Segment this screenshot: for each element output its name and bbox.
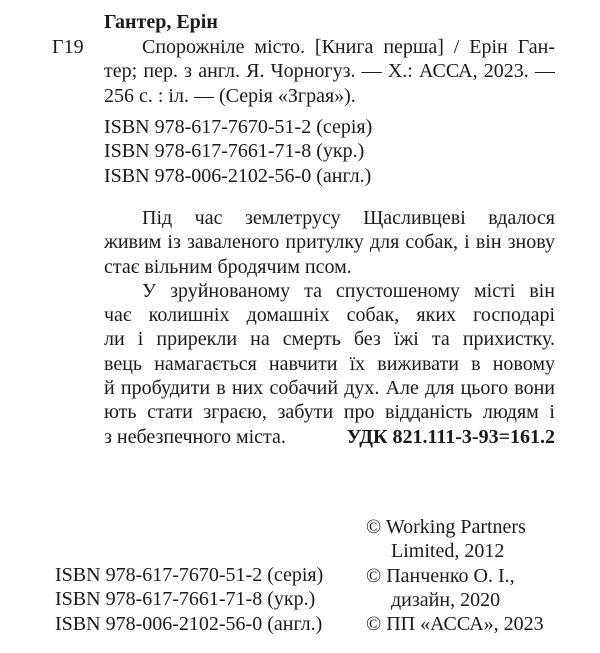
isbn-line: ISBN 978-617-7661-71-8 (укр.) (55, 588, 316, 611)
isbn-line: ISBN 978-006-2102-56-0 (англ.) (104, 164, 372, 187)
bib-line: Спорожніле місто. [Книга перша] / Ерін Ган- (142, 36, 555, 58)
isbn-line: ISBN 978-006-2102-56-0 (англ.) (55, 612, 323, 635)
isbn-list-bottom (55, 563, 323, 636)
catalog-code: Г19 (52, 36, 84, 58)
isbn-line: ISBN 978-617-7670-51-2 (серія) (55, 564, 324, 586)
annotation (104, 206, 555, 449)
isbn-list-top (104, 115, 555, 188)
udk-text: УДК 821.111-3-93=161.2 (346, 426, 555, 448)
annotation-line: ли і прирекли на смерть без їжі та прихистку. (104, 328, 555, 351)
copyright-line: Limited, 2012 (391, 540, 505, 563)
annotation-line: живим із заваленого притулку для собак, і він знову (104, 231, 555, 254)
bibliographic-description (104, 35, 555, 108)
udk-code (347, 425, 555, 449)
annotation-line: стає вільним бродячим псом. (104, 255, 352, 278)
annotation-line: У зруйнованому та спустошеному місті він (142, 279, 555, 302)
bib-line: 256 с. : іл. — (Серія «Зграя»). (104, 84, 356, 107)
copyright-line: © ПП «АССА», 2023 (366, 613, 544, 636)
author-heading (104, 10, 555, 34)
annotation-line: Під час землетрусу Щасливцеві вдалося (142, 207, 555, 229)
annotation-line: чає колишніх домашніх собак, яких господарі (104, 304, 555, 327)
annotation-line: з небезпечного міста. (104, 425, 286, 448)
annotation-line: й пробудити в них собачий дух. Але для цього вони (104, 377, 555, 400)
isbn-line: ISBN 978-617-7670-51-2 (серія) (104, 116, 373, 138)
annotation-line: вець намагається навчити їх виживати в новому (104, 352, 555, 375)
copyright-line: © Панченко О. І., (366, 564, 515, 587)
isbn-line: ISBN 978-617-7661-71-8 (укр.) (104, 140, 365, 163)
bib-line: тер; пер. з англ. Я. Чорногуз. — Х.: АССА, 2023. — (104, 60, 555, 83)
copyright-block (366, 515, 544, 636)
copyright-line: дизайн, 2020 (391, 588, 501, 611)
copyright-line: © Working Partners (366, 516, 526, 538)
author-name: Гантер, Ерін (104, 11, 218, 33)
annotation-line: ють стати зграєю, забути про відданість людям і (104, 401, 555, 424)
